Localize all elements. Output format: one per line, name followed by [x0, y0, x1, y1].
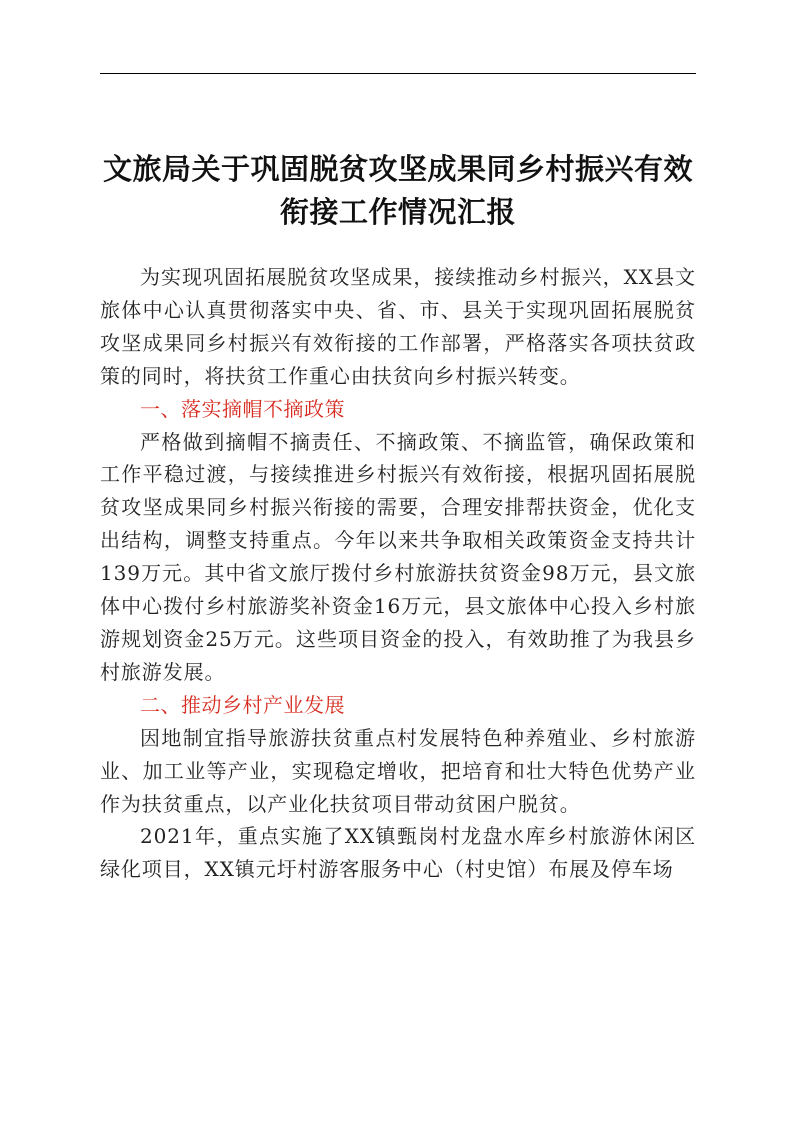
- section-heading-1: 一、落实摘帽不摘政策: [140, 396, 345, 421]
- section-1-paragraph-1: 严格做到摘帽不摘责任、不摘政策、不摘监管，确保政策和工作平稳过渡，与接续推进乡村振兴有效衔接，根据巩固拓展脱贫攻坚成果同乡村振兴衔接的需要，合理安排帮扶资金，优化支出结构，调整支持重点。今年以来共争取相关政策资金支持共计139万元。其中省文旅厅拨付乡村旅游扶贫资金98万元，县文旅体中心拨付乡村旅游奖补资金16万元，县文旅体中心投入乡村旅游规划资金25万元。这些项目资金的投入，有效助推了为我县乡村旅游发展。: [100, 429, 696, 684]
- intro-paragraph: 为实现巩固拓展脱贫攻坚成果，接续推动乡村振兴，XX县文旅体中心认真贯彻落实中央、省、市、县关于实现巩固拓展脱贫攻坚成果同乡村振兴有效衔接的工作部署，严格落实各项扶贫政策的同时，将扶贫工作重心由扶贫向乡村振兴转变。: [100, 265, 696, 388]
- section-2-paragraph-1: 因地制宜指导旅游扶贫重点村发展特色种养殖业、乡村旅游业、加工业等产业，实现稳定增收，把培育和壮大特色优势产业作为扶贫重点，以产业化扶贫项目带动贫困户脱贫。: [100, 725, 696, 816]
- header-rule: [100, 73, 696, 74]
- document-body: [100, 261, 696, 886]
- title-line-1: 文旅局关于巩固脱贫攻坚成果同乡村振兴有效: [102, 152, 693, 186]
- title-line-2: 衔接工作情况汇报: [279, 195, 516, 229]
- section-2-paragraph-2: 2021年，重点实施了XX镇甄岗村龙盘水库乡村旅游休闲区绿化项目，XX镇元圩村游客服务中心（村史馆）布展及停车场: [100, 824, 696, 882]
- document-title: [98, 148, 698, 234]
- section-heading-2: 二、推动乡村产业发展: [140, 692, 345, 717]
